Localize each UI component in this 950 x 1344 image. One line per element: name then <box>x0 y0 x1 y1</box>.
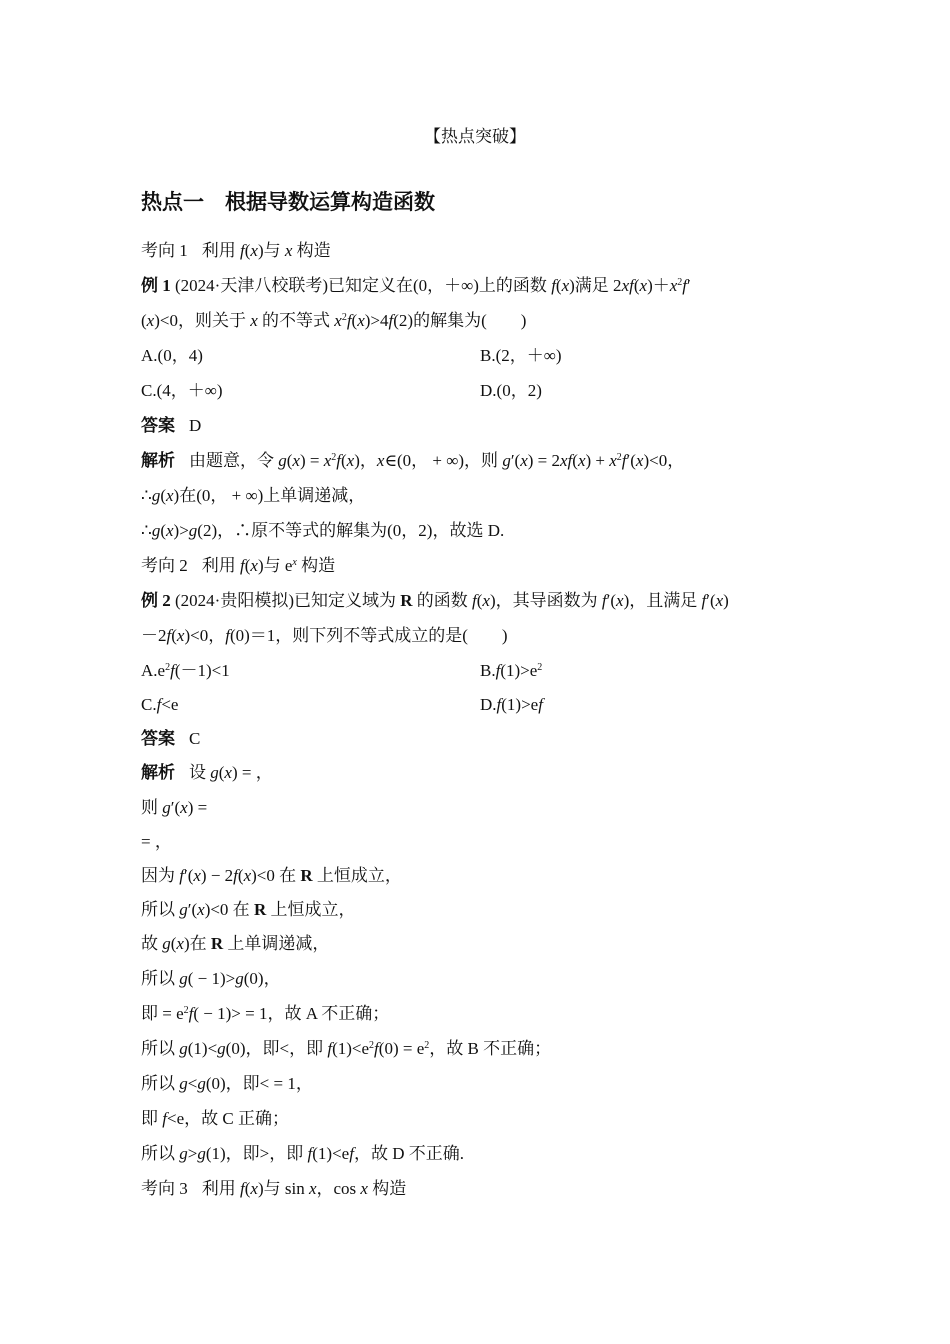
example-2-analysis-line6: 故 g(x)在 R 上单调递减， <box>141 934 330 953</box>
direction-3-label: 考向 3 利用 f(x)与 sin x，cos x 构造 <box>141 1179 407 1198</box>
example-2-analysis-line9: 所以 g(1)<g(0)，即<，即 $f(1)<e^2f(0) = e^2$，故 B 不正确； <box>141 1039 552 1058</box>
answer-value: C <box>189 729 201 748</box>
example-1-stem-line2: (x)<0，则关于 x 的不等式 $x^2f(x)>4f(2)$的解集为( ) <box>141 311 527 330</box>
example-2-analysis-line4: 因为 f′(x) − 2f(x)<0 在 R 上恒成立， <box>141 866 402 885</box>
answer-value: D <box>189 416 202 435</box>
example-2-option-b: $B.f(1)>e^2$ <box>480 661 543 680</box>
example-1-stem-line1: 例 1 (2024·天津八校联考)已知定义在(0，＋∞)上的函数 f(x)满足 $2xf(x)+x^2f'$ <box>141 276 691 295</box>
direction-2-label: 考向 2 利用 f(x)与 $e^x$ 构造 <box>141 556 336 575</box>
example-2-analysis-line5: 所以 g′(x)<0 在 R 上恒成立， <box>141 900 356 919</box>
example-1-option-c: C.(4，＋∞) <box>141 381 223 400</box>
example-2-analysis-line7: 所以 g( − 1)>g(0)， <box>141 969 281 988</box>
example-1-option-b: B.(2，＋∞) <box>480 346 562 365</box>
example-2-analysis-line3: = ， <box>141 832 172 851</box>
analysis-label: 解析 <box>141 763 175 782</box>
answer-label: 答案 <box>141 416 175 435</box>
example-1-option-d: D.(0，2) <box>480 381 542 400</box>
example-2-analysis-line11: 即 f<e，故 C 正确； <box>141 1109 289 1128</box>
example-2-label: 例 2 <box>141 591 171 610</box>
example-2-analysis-line2: 则 g′(x) = <box>141 798 208 817</box>
example-1-answer <box>141 415 201 437</box>
example-1-analysis-line2: ∴g(x)在(0， + ∞)上单调递减， <box>141 486 366 505</box>
example-2-source: (2024·贵阳模拟) <box>175 591 294 610</box>
example-1-source: (2024·天津八校联考) <box>175 276 328 295</box>
example-1-analysis-line1: 解析 由题意，令 $g(x) = x^2f(x)$，x∈(0， + ∞)，则 $g'(x) = 2xf(x) + x^2f'(x)<0$， <box>141 451 685 470</box>
example-2-stem-line2: －2f(x)<0，f(0)＝1，则下列不等式成立的是( ) <box>141 626 508 645</box>
answer-label: 答案 <box>141 729 175 748</box>
example-2-analysis-line8: 即 = $e^2f( - 1)> = 1$，故 A 不正确； <box>141 1004 390 1023</box>
example-2-option-a: $A.e^2f(-1)<1$ <box>141 661 230 680</box>
example-2-analysis-line12: 所以 g>g(1)，即>，即 f(1)<ef，故 D 不正确. <box>141 1144 464 1163</box>
example-2-option-d: D.f(1)>ef <box>480 695 543 714</box>
example-1-option-a: A.(0，4) <box>141 346 203 365</box>
hotspot-title: 热点一 根据导数运算构造函数 <box>141 190 435 214</box>
section-header: 【热点突破】 <box>424 127 526 146</box>
example-1-label: 例 1 <box>141 276 171 295</box>
example-2-answer <box>141 728 200 750</box>
example-2-stem-line1: 例 2 (2024·贵阳模拟)已知定义域为 R 的函数 f(x)，其导函数为 f′(x)，且满足 f′(x) <box>141 591 729 610</box>
example-2-analysis-line10: 所以 g<g(0)，即< = 1， <box>141 1074 313 1093</box>
example-1-analysis-line3: ∴g(x)>g(2)，∴原不等式的解集为(0，2)，故选 D. <box>141 521 505 540</box>
analysis-label: 解析 <box>141 451 175 470</box>
example-2-option-c: C.f<e <box>141 695 179 714</box>
direction-1-label: 考向 1 利用 f(x)与 x 构造 <box>141 241 331 260</box>
example-2-analysis-line1: 解析 设 g(x) = ， <box>141 763 273 782</box>
